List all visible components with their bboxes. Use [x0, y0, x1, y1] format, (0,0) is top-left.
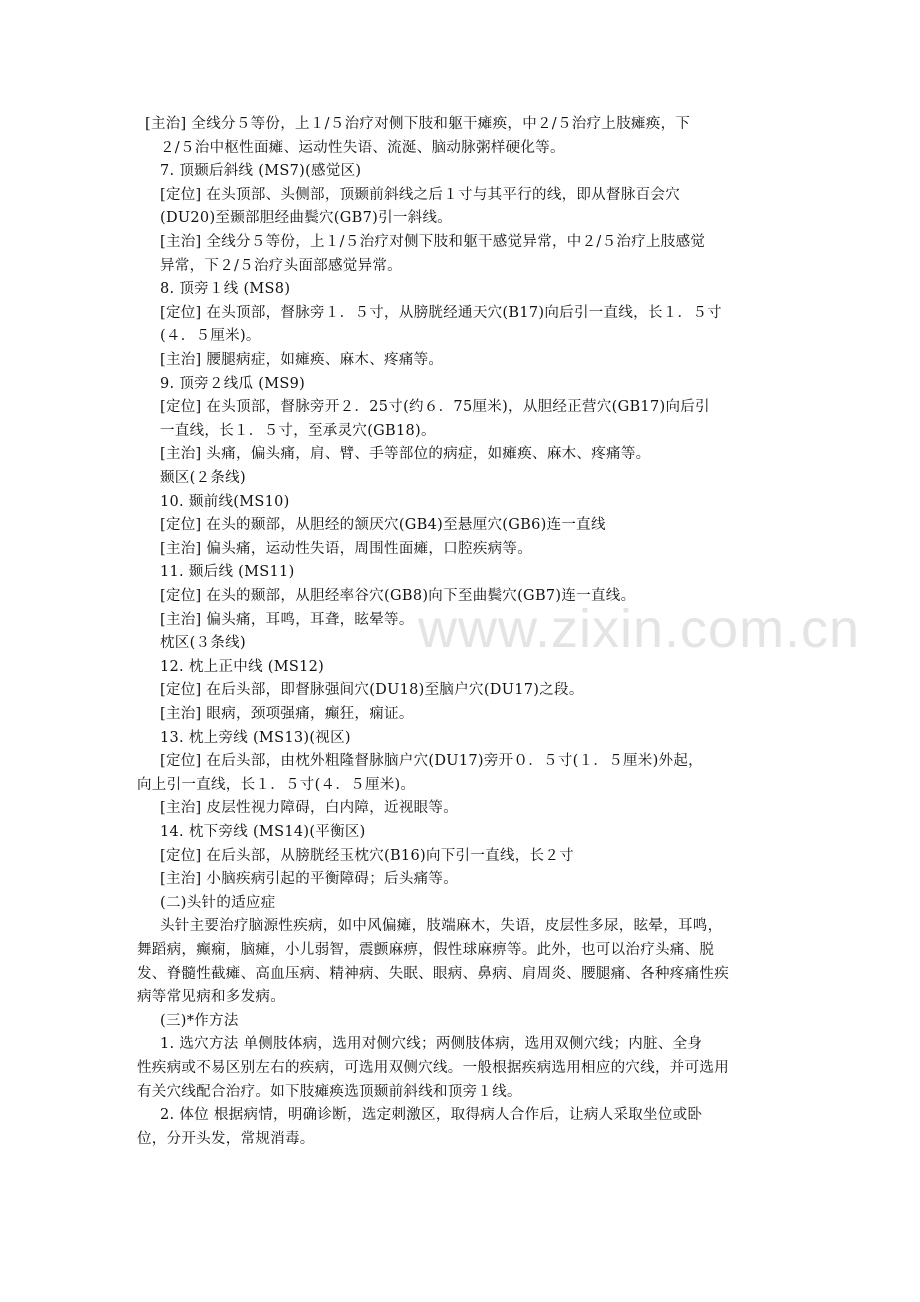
text-line: 13. 枕上旁线 (MS13)(视区) [160, 729, 351, 746]
text-line: [主治] 头痛，偏头痛，肩、臂、手等部位的病症，如瘫痪、麻木、疼痛等。 [160, 446, 651, 463]
text-line: (DU20)至颞部胆经曲鬓穴(GB7)引一斜线。 [160, 210, 453, 227]
text-line: 发、脊髓性截瘫、高血压病、精神病、失眠、眼病、鼻病、肩周炎、腰腿痛、各种疼痛性疾 [137, 965, 729, 982]
text-line: [定位] 在后头部，从膀胱经玉枕穴(B16)向下引一直线，长２寸 [160, 847, 574, 864]
watermark: www.zixin.com.cn [418, 599, 861, 659]
text-line: 位，分开头发，常规消毒。 [137, 1130, 315, 1147]
text-line: [主治] 全线分５等份，上１/５治疗对侧下肢和躯干瘫痪，中２/５治疗上肢瘫痪，下 [145, 116, 691, 132]
text-line: 1. 选穴方法 单侧肢体病，选用对侧穴线；两侧肢体病，选用双侧穴线；内脏、全身 [160, 1036, 703, 1053]
text-line: 8. 顶旁１线 (MS8) [160, 281, 291, 298]
text-line: [定位] 在后头部，即督脉强间穴(DU18)至脑户穴(DU17)之段。 [160, 682, 584, 699]
text-line: 异常，下２/５治疗头面部感觉异常。 [160, 257, 402, 274]
text-line: 9. 顶旁２线瓜 (MS9) [160, 375, 306, 392]
text-line: ２/５治中枢性面瘫、运动性失语、流涎、脑动脉粥样硬化等。 [160, 139, 565, 156]
text-line: [定位] 在后头部，由枕外粗隆督脉脑户穴(DU17)旁开０．５寸(１．５厘米)外起， [160, 753, 703, 770]
text-line: 枕区(３条线) [160, 635, 246, 652]
text-line: 有关穴线配合治疗。如下肢瘫痪选顶颞前斜线和顶旁１线。 [137, 1083, 522, 1100]
text-line: [主治] 眼病，颈项强痛，癫狂，痫证。 [160, 706, 414, 722]
text-line: [定位] 在头顶部，督脉旁１．５寸，从膀胱经通天穴(B17)向后引一直线，长１．５寸 [160, 304, 722, 321]
text-line: 舞蹈病，癫痫，脑瘫，小儿弱智，震颤麻痹，假性球麻痹等。此外，也可以治疗头痛、脱 [137, 942, 715, 958]
text-line: [主治] 偏头痛，运动性失语，周围性面瘫，口腔疾病等。 [160, 540, 533, 557]
text-line: [定位] 在头的颞部，从胆经的颔厌穴(GB4)至悬厘穴(GB6)连一直线 [160, 517, 606, 534]
text-line: 7. 顶颞后斜线 (MS7)(感觉区) [160, 163, 362, 180]
text-line: [主治] 偏头痛，耳鸣，耳聋，眩晕等。 [160, 611, 414, 628]
text-line: (三)*作方法 [160, 1012, 239, 1029]
text-line: [定位] 在头顶部、头侧部，顶颞前斜线之后１寸与其平行的线，即从督脉百会穴 [160, 186, 681, 203]
text-line: 2. 体位 根据病情，明确诊断，选定刺激区，取得病人合作后，让病人采取坐位或卧 [160, 1107, 703, 1124]
text-line: 病等常见病和多发病。 [137, 989, 285, 1006]
text-line: [主治] 腰腿病症，如瘫痪、麻木、疼痛等。 [160, 352, 444, 368]
text-line: 性疾病或不易区别左右的疾病，可选用双侧穴线。一般根据疾病选用相应的穴线，并可选用 [137, 1060, 729, 1076]
text-line: [主治] 小脑疾病引起的平衡障碍；后头痛等。 [160, 871, 459, 888]
text-line: [主治] 皮层性视力障碍，白内障，近视眼等。 [160, 800, 459, 817]
text-line: 向上引一直线，长１．５寸(４．５厘米)。 [137, 776, 416, 793]
text-line: 12. 枕上正中线 (MS12) [160, 658, 325, 675]
text-line: 头针主要治疗脑源性疾病，如中风偏瘫，肢端麻木，失语，皮层性多尿，眩晕，耳鸣， [160, 918, 723, 935]
text-line: (二)头针的适应症 [160, 894, 276, 911]
text-line: 颞区(２条线) [160, 470, 246, 486]
text-line: 一直线，长１．５寸，至承灵穴(GB18)。 [160, 422, 436, 439]
text-line: [定位] 在头的颞部，从胆经率谷穴(GB8)向下至曲鬓穴(GB7)连一直线。 [160, 588, 636, 604]
text-line: (４．５厘米)。 [160, 328, 261, 345]
text-line: 11. 颞后线 (MS11) [160, 564, 295, 581]
text-line: [主治] 全线分５等份，上１/５治疗对侧下肢和躯干感觉异常，中２/５治疗上肢感觉 [160, 234, 706, 250]
text-line: 14. 枕下旁线 (MS14)(平衡区) [160, 824, 366, 840]
text-line: [定位] 在头顶部，督脉旁开２．25寸(约６．75厘米)，从胆经正营穴(GB17)向后引 [160, 399, 710, 416]
text-line: 10. 颞前线(MS10) [160, 493, 290, 510]
